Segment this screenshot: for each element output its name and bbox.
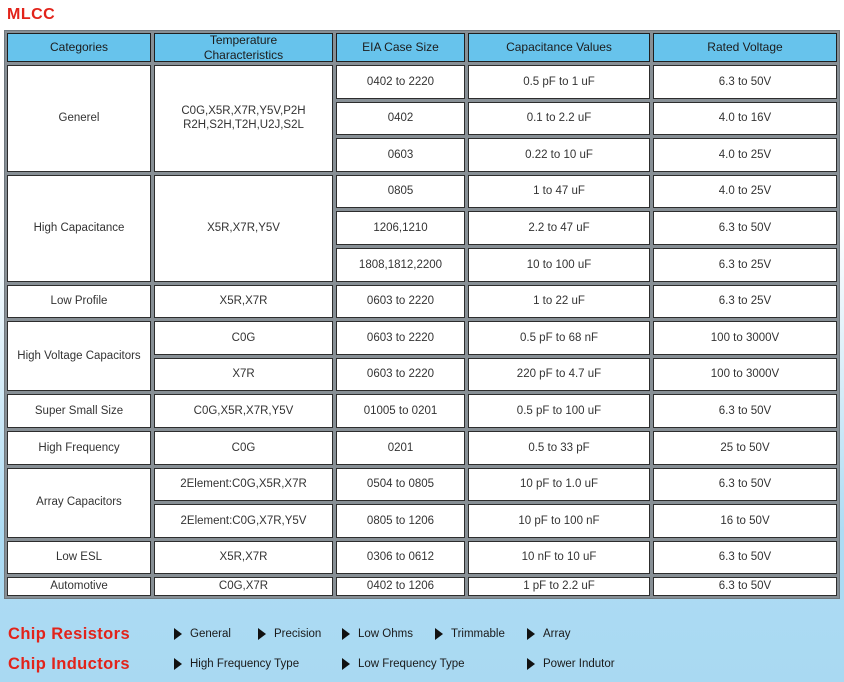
footer-item-trimmable[interactable]: [435, 628, 527, 640]
category-cell-automotive: Automotive: [7, 577, 151, 595]
chip-resistors-heading: Chip Resistors: [8, 624, 131, 643]
column-header-label: Categories: [49, 40, 109, 54]
category-cell-super-small-size: Super Small Size: [7, 394, 151, 428]
case-cell: 0805: [336, 175, 465, 209]
capacitance-cell: 1 pF to 2.2 uF: [468, 577, 650, 595]
capacitance-cell: 1 to 47 uF: [468, 175, 650, 209]
voltage-cell: 6.3 to 50V: [653, 468, 837, 502]
voltage-cell: 6.3 to 25V: [653, 285, 837, 319]
footer-item-label: Trimmable: [451, 628, 505, 640]
case-cell: 1206,1210: [336, 211, 465, 245]
footer-item-high-frequency-type[interactable]: [174, 658, 342, 670]
arrow-bullet-icon: [342, 628, 350, 640]
voltage-cell: 16 to 50V: [653, 504, 837, 538]
category-cell-high-capacitance: High Capacitance: [7, 175, 151, 282]
capacitance-cell: 10 pF to 100 nF: [468, 504, 650, 538]
voltage-cell: 6.3 to 50V: [653, 577, 837, 595]
arrow-bullet-icon: [435, 628, 443, 640]
voltage-cell: 100 to 3000V: [653, 321, 837, 355]
voltage-cell: 6.3 to 50V: [653, 541, 837, 575]
footer-item-label: Array: [543, 628, 571, 640]
column-header-label: Rated Voltage: [707, 40, 783, 54]
capacitance-cell: 0.5 to 33 pF: [468, 431, 650, 465]
temp-cell: C0G: [154, 431, 333, 465]
capacitance-cell: 0.5 pF to 68 nF: [468, 321, 650, 355]
column-header-categories: [7, 33, 151, 62]
chip-resistors-row: [0, 622, 844, 646]
capacitance-cell: 220 pF to 4.7 uF: [468, 358, 650, 392]
case-cell: 0402 to 1206: [336, 577, 465, 595]
footer-item-label: General: [190, 628, 231, 640]
temp-cell: C0G,X5R,X7R,Y5V: [154, 394, 333, 428]
arrow-bullet-icon: [258, 628, 266, 640]
temp-cell: C0G: [154, 321, 333, 355]
mlcc-table: [4, 30, 840, 599]
capacitance-cell: 0.5 pF to 100 uF: [468, 394, 650, 428]
voltage-cell: 25 to 50V: [653, 431, 837, 465]
footer-item-array[interactable]: [527, 628, 570, 640]
temp-cell: X7R: [154, 358, 333, 392]
case-cell: 0603 to 2220: [336, 358, 465, 392]
footer-item-label: Low Ohms: [358, 628, 413, 640]
capacitance-cell: 10 pF to 1.0 uF: [468, 468, 650, 502]
capacitance-cell: 0.22 to 10 uF: [468, 138, 650, 172]
case-cell: 0603 to 2220: [336, 285, 465, 319]
footer-item-low-ohms[interactable]: [342, 628, 435, 640]
temp-cell: 2Element:C0G,X5R,X7R: [154, 468, 333, 502]
case-cell: 0603 to 2220: [336, 321, 465, 355]
footer-index: [0, 622, 844, 682]
footer-item-label: Low Frequency Type: [358, 658, 465, 670]
column-header-label: Capacitance Values: [506, 40, 612, 54]
case-cell: 01005 to 0201: [336, 394, 465, 428]
column-header-eia-case-size: [336, 33, 465, 62]
footer-item-general[interactable]: [174, 628, 258, 640]
category-cell-array-capacitors: Array Capacitors: [7, 468, 151, 538]
temp-cell: X5R,X7R,Y5V: [154, 175, 333, 282]
category-cell-low-esl: Low ESL: [7, 541, 151, 575]
case-cell: 0306 to 0612: [336, 541, 465, 575]
voltage-cell: 4.0 to 16V: [653, 102, 837, 136]
footer-item-power-indutor[interactable]: [527, 658, 615, 670]
case-cell: 0805 to 1206: [336, 504, 465, 538]
column-header-label: EIA Case Size: [362, 40, 439, 54]
case-cell: 0402: [336, 102, 465, 136]
case-cell: 0603: [336, 138, 465, 172]
column-header-temperature-characteristics: [154, 33, 333, 62]
footer-item-low-frequency-type[interactable]: [342, 658, 527, 670]
capacitance-cell: 0.1 to 2.2 uF: [468, 102, 650, 136]
case-cell: 0201: [336, 431, 465, 465]
voltage-cell: 6.3 to 50V: [653, 211, 837, 245]
chip-inductors-heading: Chip Inductors: [8, 654, 131, 673]
column-header-rated-voltage: [653, 33, 837, 62]
category-cell-high-frequency: High Frequency: [7, 431, 151, 465]
capacitance-cell: 10 to 100 uF: [468, 248, 650, 282]
footer-item-label: High Frequency Type: [190, 658, 300, 670]
capacitance-cell: 10 nF to 10 uF: [468, 541, 650, 575]
temp-cell: X5R,X7R: [154, 285, 333, 319]
case-cell: 0402 to 2220: [336, 65, 465, 99]
temp-cell: C0G,X7R: [154, 577, 333, 595]
footer-item-precision[interactable]: [258, 628, 342, 640]
temp-cell: X5R,X7R: [154, 541, 333, 575]
arrow-bullet-icon: [174, 628, 182, 640]
case-cell: 0504 to 0805: [336, 468, 465, 502]
column-header-label: Temperature Characteristics: [203, 32, 284, 62]
category-cell-low-profile: Low Profile: [7, 285, 151, 319]
column-header-capacitance-values: [468, 33, 650, 62]
temp-cell: 2Element:C0G,X7R,Y5V: [154, 504, 333, 538]
capacitance-cell: 0.5 pF to 1 uF: [468, 65, 650, 99]
voltage-cell: 6.3 to 50V: [653, 394, 837, 428]
category-cell-generel: Generel: [7, 65, 151, 172]
voltage-cell: 4.0 to 25V: [653, 175, 837, 209]
footer-item-label: Power Indutor: [543, 658, 615, 670]
arrow-bullet-icon: [527, 658, 535, 670]
voltage-cell: 6.3 to 25V: [653, 248, 837, 282]
temp-cell: C0G,X5R,X7R,Y5V,P2H R2H,S2H,T2H,U2J,S2L: [154, 65, 333, 172]
voltage-cell: 6.3 to 50V: [653, 65, 837, 99]
capacitance-cell: 1 to 22 uF: [468, 285, 650, 319]
page-title: MLCC: [7, 6, 56, 23]
category-cell-high-voltage-capacitors: High Voltage Capacitors: [7, 321, 151, 391]
voltage-cell: 4.0 to 25V: [653, 138, 837, 172]
capacitance-cell: 2.2 to 47 uF: [468, 211, 650, 245]
arrow-bullet-icon: [342, 658, 350, 670]
chip-inductors-row: [0, 652, 844, 676]
case-cell: 1808,1812,2200: [336, 248, 465, 282]
voltage-cell: 100 to 3000V: [653, 358, 837, 392]
arrow-bullet-icon: [527, 628, 535, 640]
arrow-bullet-icon: [174, 658, 182, 670]
footer-item-label: Precision: [274, 628, 322, 640]
